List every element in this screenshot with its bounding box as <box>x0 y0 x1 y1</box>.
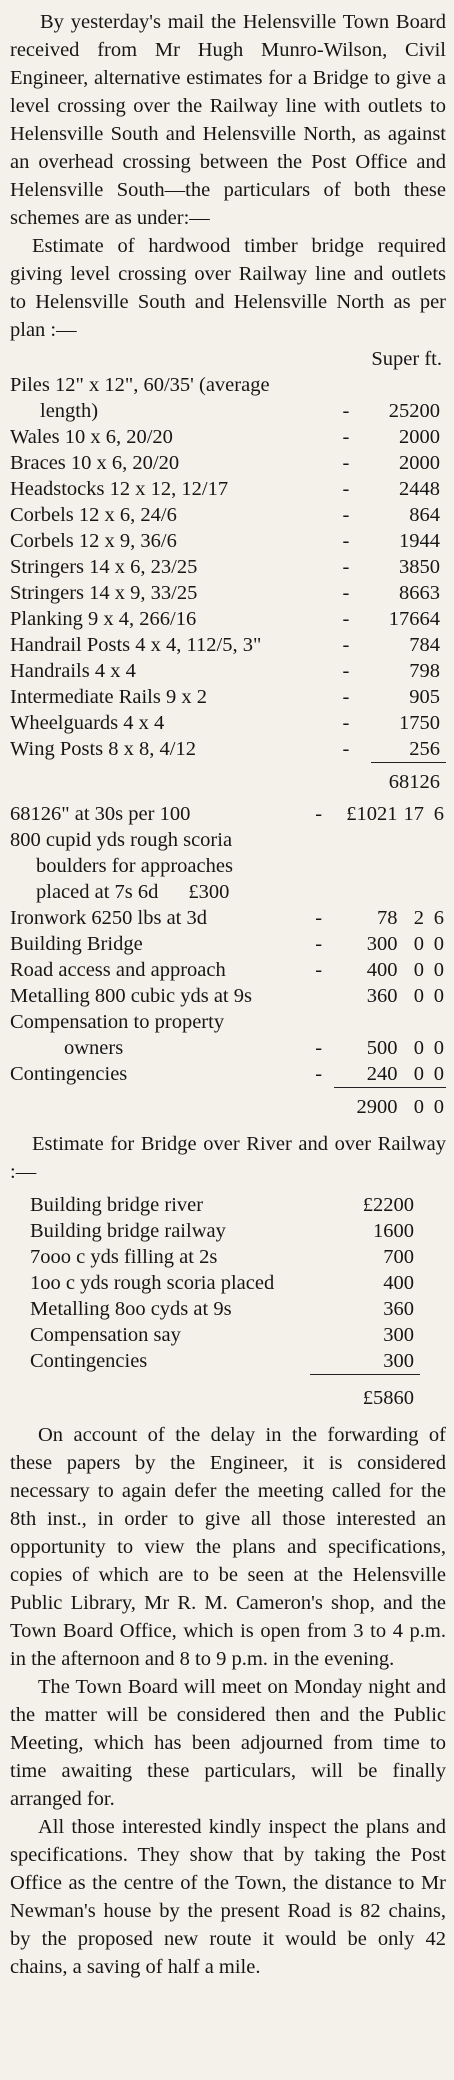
table-row <box>30 1296 420 1322</box>
river-item-label: 7ooo c yds filling at 2s <box>30 1246 218 1268</box>
table-row <box>10 658 446 684</box>
item-value: 798 <box>409 660 440 682</box>
cost-shillings: 0 <box>413 985 425 1007</box>
table-row <box>30 1192 420 1218</box>
item-label: Intermediate Rails 9 x 2 <box>10 686 207 708</box>
item-value: 8663 <box>399 582 440 604</box>
cost-pounds: 500 <box>366 1037 398 1059</box>
cost-pounds: £1021 <box>346 803 398 825</box>
table-row <box>10 632 446 658</box>
cost-label-cont2: placed at 7s 6d £300 <box>36 881 230 903</box>
river-estimate-table <box>30 1192 420 1411</box>
cost-label-cont: boulders for approaches <box>36 855 233 877</box>
item-dash: - <box>342 452 350 474</box>
item-dash: - <box>342 504 350 526</box>
cost-label: 800 cupid yds rough scoria <box>10 829 233 851</box>
table-row <box>10 398 446 424</box>
cost-pence: 6 <box>433 803 444 825</box>
inspect-paragraph <box>10 1813 446 1981</box>
table-row <box>10 957 446 983</box>
cost-dash: - <box>315 933 323 955</box>
table-row-total <box>10 763 446 796</box>
table-row <box>10 736 446 763</box>
item-value: 1750 <box>399 712 440 734</box>
cost-label-cont: owners <box>64 1037 124 1059</box>
cost-shillings: 0 <box>413 1063 425 1085</box>
timber-total: 68126 <box>388 771 440 793</box>
cost-shillings: 0 <box>413 933 425 955</box>
table-row <box>30 1218 420 1244</box>
table-row <box>10 879 446 905</box>
cost-pounds: 240 <box>366 1063 398 1085</box>
meeting-text: The Town Board will meet on Monday night and the matter will be considered then and the Public Meeting, which has been adjourned from time to time awaiting these particulars, will be finally arranged for. <box>10 1676 446 1810</box>
item-dash: - <box>342 426 350 448</box>
cost-total-shillings: 0 <box>404 1088 425 1121</box>
table-row <box>10 684 446 710</box>
cost-shillings: 2 <box>413 907 425 929</box>
estimate1-heading: Estimate of hardwood timber bridge required giving level crossing over Railway line and outlets to Helensville South and Helensville North as per plan :— <box>10 235 446 341</box>
cost-pounds: 360 <box>366 985 398 1007</box>
item-value: 17664 <box>388 608 440 630</box>
item-value: 1944 <box>399 530 440 552</box>
table-row <box>10 827 446 853</box>
table-row <box>10 554 446 580</box>
item-value: 3850 <box>399 556 440 578</box>
table-row-total <box>30 1375 420 1412</box>
table-row <box>10 853 446 879</box>
item-label: Wales 10 x 6, 20/20 <box>10 426 173 448</box>
cost-pence: 0 <box>433 933 444 955</box>
estimate2-heading-block <box>10 1130 446 1186</box>
cost-dash: - <box>315 803 323 825</box>
item-label: Wheelguards 4 x 4 <box>10 712 165 734</box>
cost-label: 68126" at 30s per 100 <box>10 803 191 825</box>
cost-pence: 6 <box>433 907 444 929</box>
item-value: 864 <box>409 504 440 526</box>
river-item-label: 1oo c yds rough scoria placed <box>30 1272 275 1294</box>
cost-shillings: 17 <box>403 803 425 825</box>
meeting-paragraph <box>10 1673 446 1813</box>
item-value: 905 <box>409 686 440 708</box>
item-label: Headstocks 12 x 12, 12/17 <box>10 478 229 500</box>
table-row <box>10 502 446 528</box>
intro-text: By yesterday's mail the Helensville Town Board received from Mr Hugh Munro-Wilson, Civil Engineer, alternative estimates for a Bridge to give a level crossing over the Railway line with outlets to Helensville South and Helensville North, as against an overhead crossing between the Post Office and Helensville South—the particulars of both these schemes are as under:— <box>10 11 446 229</box>
item-dash: - <box>342 582 350 604</box>
cost-label: Ironwork 6250 lbs at 3d <box>10 907 208 929</box>
item-dash: - <box>342 556 350 578</box>
table-row <box>10 801 446 827</box>
cost-label: Compensation to property <box>10 1011 225 1033</box>
river-item-value: 700 <box>383 1246 414 1268</box>
table-row <box>10 606 446 632</box>
cost-total-pence: 0 <box>424 1088 446 1121</box>
table-row <box>30 1322 420 1348</box>
item-dash: - <box>342 608 350 630</box>
cost-shillings: 0 <box>413 1037 425 1059</box>
item-label: Stringers 14 x 9, 33/25 <box>10 582 198 604</box>
river-item-label: Metalling 8oo cyds at 9s <box>30 1298 232 1320</box>
table-row <box>10 450 446 476</box>
estimate2-heading: Estimate for Bridge over River and over Railway :— <box>10 1133 446 1183</box>
table-row <box>10 528 446 554</box>
river-total: £5860 <box>310 1375 420 1412</box>
river-item-value: 400 <box>383 1272 414 1294</box>
river-item-label: Compensation say <box>30 1324 181 1346</box>
cost-dash: - <box>315 959 323 981</box>
table-row <box>10 580 446 606</box>
river-item-label: Building bridge railway <box>30 1220 226 1242</box>
cost-label: Metalling 800 cubic yds at 9s <box>10 985 252 1007</box>
item-value: 784 <box>409 634 440 656</box>
table-row <box>30 1244 420 1270</box>
cost-label: Building Bridge <box>10 933 143 955</box>
delay-paragraph <box>10 1421 446 1673</box>
super-ft-label: Super ft. <box>371 348 442 370</box>
cost-shillings: 0 <box>413 959 425 981</box>
item-value: 256 <box>371 736 446 763</box>
item-dash: - <box>342 660 350 682</box>
item-label: Wing Posts 8 x 8, 4/12 <box>10 738 196 760</box>
item-dash: - <box>342 686 350 708</box>
item-value: 2000 <box>399 452 440 474</box>
table-row <box>30 1270 420 1296</box>
item-label: Stringers 14 x 6, 23/25 <box>10 556 198 578</box>
item-label-cont: length) <box>40 400 99 422</box>
river-item-value: 300 <box>383 1324 414 1346</box>
table-row <box>10 424 446 450</box>
item-label: Handrails 4 x 4 <box>10 660 136 682</box>
item-label: Corbels 12 x 6, 24/6 <box>10 504 177 526</box>
cost-pence: 0 <box>433 1063 444 1085</box>
delay-text: On account of the delay in the forwarding of these papers by the Engineer, it is considered necessary to again defer the meeting called for the 8th inst., in order to give all those interested an opportunity to view the plans and specifications, copies of which are to be seen at the Helensville Public Library, Mr R. M. Cameron's shop, and the Town Board Office, which is open from 3 to 4 p.m. in the afternoon and 8 to 9 p.m. in the evening. <box>10 1424 446 1670</box>
table-row <box>10 983 446 1009</box>
item-dash: - <box>342 738 350 760</box>
river-item-value: 300 <box>383 1350 414 1372</box>
item-value: 25200 <box>388 400 440 422</box>
cost-pounds: 400 <box>366 959 398 981</box>
table-row <box>10 1035 446 1061</box>
item-label: Planking 9 x 4, 266/16 <box>10 608 197 630</box>
item-value: 2448 <box>399 478 440 500</box>
cost-pounds: 300 <box>366 933 398 955</box>
table-row <box>10 710 446 736</box>
item-label: Piles 12" x 12", 60/35' (average <box>10 374 270 396</box>
river-item-value: 360 <box>383 1298 414 1320</box>
inspect-text: All those interested kindly inspect the plans and specifications. They show that by taking the Post Office as the centre of the Town, the distance to Mr Newman's house by the present Road is 82 chains, by the proposed new route it would be only 42 chains, a saving of half a mile. <box>10 1816 446 1978</box>
table-row <box>10 905 446 931</box>
table-row <box>10 1009 446 1035</box>
cost-table <box>10 801 446 1120</box>
item-dash: - <box>342 634 350 656</box>
cost-dash: - <box>315 1063 323 1085</box>
cost-pounds: 78 <box>377 907 398 929</box>
estimate1-heading-block <box>10 232 446 344</box>
item-label: Handrail Posts 4 x 4, 112/5, 3" <box>10 634 262 656</box>
item-label: Corbels 12 x 9, 36/6 <box>10 530 177 552</box>
timber-estimate-table <box>10 346 446 795</box>
river-item-value: £2200 <box>362 1194 414 1216</box>
table-row <box>30 1348 420 1375</box>
item-dash: - <box>342 530 350 552</box>
item-value: 2000 <box>399 426 440 448</box>
river-item-label: Contingencies <box>30 1350 148 1372</box>
cost-extra: £300 <box>188 881 230 903</box>
cost-pence: 0 <box>433 959 444 981</box>
intro-paragraph <box>10 8 446 232</box>
table-row <box>10 476 446 502</box>
table-row <box>10 931 446 957</box>
item-dash: - <box>342 712 350 734</box>
cost-dash: - <box>315 907 323 929</box>
item-dash: - <box>342 478 350 500</box>
cost-dash: - <box>315 1037 323 1059</box>
item-label: Braces 10 x 6, 20/20 <box>10 452 180 474</box>
cost-pence: 0 <box>433 985 444 1007</box>
cost-pence: 0 <box>433 1037 444 1059</box>
river-item-value: 1600 <box>373 1220 414 1242</box>
cost-total-pounds: 2900 <box>334 1088 403 1121</box>
table-row <box>10 1061 446 1088</box>
table-row-total <box>10 1088 446 1121</box>
cost-label: Road access and approach <box>10 959 226 981</box>
river-item-label: Building bridge river <box>30 1194 204 1216</box>
table-row <box>10 372 446 398</box>
item-dash: - <box>342 400 350 422</box>
cost-label: Contingencies <box>10 1063 128 1085</box>
